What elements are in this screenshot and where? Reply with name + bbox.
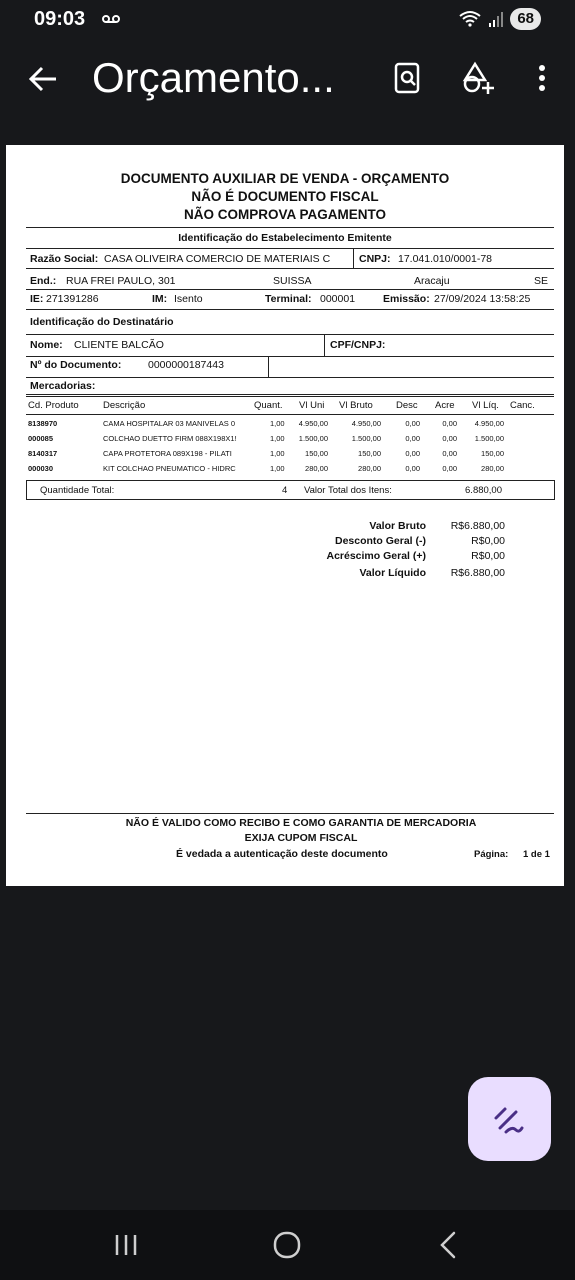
pagina-value: 1 de 1 (523, 849, 550, 860)
nome-value: CLIENTE BALCÃO (74, 339, 164, 351)
document-page[interactable] (6, 145, 564, 886)
divider (268, 356, 269, 377)
app-title: Orçamento... (92, 54, 335, 101)
item-net: 150,00 (481, 449, 504, 458)
cnpj-label: CNPJ: (359, 253, 391, 265)
col-header-code: Cd. Produto (28, 400, 79, 411)
desconto-geral-label: Desconto Geral (-) (334, 535, 426, 547)
divider (353, 248, 354, 268)
nome-label: Nome: (30, 339, 63, 351)
doc-title-1: DOCUMENTO AUXILIAR DE VENDA - ORÇAMENTO (120, 171, 450, 186)
back-icon[interactable] (430, 1228, 466, 1262)
item-desc: COLCHAO DUETTO FIRM 088X198X1! (103, 434, 237, 443)
valor-liquido-label: Valor Líquido (359, 567, 426, 579)
im-value: Isento (174, 293, 203, 305)
col-header-desc: Descrição (103, 400, 146, 411)
quantidade-total-label: Quantidade Total: (40, 485, 115, 496)
item-net: 1.500,00 (474, 434, 504, 443)
status-time: 09:03 (34, 8, 86, 30)
end-label: End.: (30, 275, 57, 287)
mercadorias-label: Mercadorias: (30, 380, 96, 392)
divider (26, 227, 554, 228)
item-desc: CAMA HOSPITALAR 03 MANIVELAS 0 (103, 419, 235, 428)
item-gross: 4.950,00 (351, 419, 381, 428)
system-nav-bar (0, 1210, 575, 1280)
divider (26, 309, 554, 310)
item-acre: 0,00 (442, 464, 457, 473)
item-unit: 280,00 (305, 464, 328, 473)
col-header-qty: Quant. (254, 400, 283, 411)
wifi-calling-icon (458, 10, 482, 28)
acrescimo-geral-value: R$0,00 (471, 550, 505, 562)
item-acre: 0,00 (442, 449, 457, 458)
divider (26, 268, 554, 269)
dest-heading: Identificação do Destinatário (30, 316, 174, 328)
cpf-label: CPF/CNPJ: (330, 339, 386, 351)
divider (26, 394, 554, 395)
footer-line-1: NÃO É VALIDO COMO RECIBO E COMO GARANTIA DE MERCADORIA (125, 817, 477, 829)
footer-line-2: EXIJA CUPOM FISCAL (244, 832, 358, 844)
doc-title-2: NÃO É DOCUMENTO FISCAL (191, 189, 379, 204)
col-header-acre: Acre (435, 400, 455, 411)
ie-value: 271391286 (46, 293, 99, 305)
valor-liquido-value: R$6.880,00 (450, 567, 505, 579)
item-disc: 0,00 (405, 449, 420, 458)
item-code: 000030 (28, 464, 54, 473)
footer-note: É vedada a autenticação deste documento (176, 848, 388, 860)
emitter-heading: Identificação do Estabelecimento Emitente (178, 232, 392, 244)
bairro-value: SUISSA (273, 275, 312, 287)
item-net: 4.950,00 (474, 419, 504, 428)
emissao-value: 27/09/2024 13:58:25 (434, 293, 531, 305)
doc-title-3: NÃO COMPROVA PAGAMENTO (183, 207, 386, 222)
ie-label: IE: (30, 293, 44, 305)
pagina-label: Página: (474, 849, 509, 860)
search-in-document-icon[interactable] (390, 60, 426, 96)
battery-icon: 68 (510, 8, 541, 30)
item-desc: KIT COLCHAO PNEUMATICO - HIDRC (103, 464, 236, 473)
divider (26, 356, 554, 357)
divider (26, 414, 554, 415)
divider (324, 334, 325, 356)
divider (26, 248, 554, 249)
item-code: 8140317 (28, 449, 58, 458)
app-bar (0, 40, 575, 120)
status-bar (0, 0, 575, 40)
more-vert-icon[interactable] (524, 60, 560, 96)
terminal-label: Terminal: (265, 293, 312, 305)
col-header-disc: Desc (396, 400, 418, 411)
item-disc: 0,00 (405, 464, 420, 473)
valor-bruto-label: Valor Bruto (369, 520, 426, 532)
item-unit: 1.500,00 (298, 434, 328, 443)
emissao-label: Emissão: (383, 293, 430, 305)
cnpj-value: 17.041.010/0001-78 (398, 253, 493, 265)
divider (26, 813, 554, 814)
razao-social-label: Razão Social: (30, 253, 99, 265)
ndoc-value: 0000000187443 (148, 359, 224, 371)
quantidade-total-value: 4 (282, 485, 288, 496)
item-gross: 1.500,00 (351, 434, 381, 443)
cidade-value: Aracaju (414, 275, 450, 287)
item-disc: 0,00 (405, 419, 420, 428)
item-net: 280,00 (481, 464, 504, 473)
terminal-value: 000001 (320, 293, 356, 305)
item-qty: 1,00 (270, 449, 285, 458)
signal-icon (488, 10, 504, 28)
col-header-net: Vl Líq. (472, 400, 499, 411)
divider (26, 377, 554, 378)
item-qty: 1,00 (270, 434, 285, 443)
item-acre: 0,00 (442, 434, 457, 443)
home-icon[interactable] (269, 1228, 305, 1262)
item-gross: 280,00 (358, 464, 381, 473)
item-code: 8138970 (28, 419, 58, 428)
divider (26, 334, 554, 335)
back-arrow-icon[interactable] (26, 62, 60, 96)
voicemail-icon (102, 14, 120, 24)
col-header-gross: Vl Bruto (339, 400, 373, 411)
item-disc: 0,00 (405, 434, 420, 443)
item-desc: CAPA PROTETORA 089X198 - PILATI (103, 449, 232, 458)
item-qty: 1,00 (270, 419, 285, 428)
item-code: 000085 (28, 434, 54, 443)
valor-bruto-value: R$6.880,00 (450, 520, 505, 532)
valor-total-itens-value: 6.880,00 (465, 485, 502, 496)
ndoc-label: Nº do Documento: (30, 359, 122, 371)
recent-apps-icon[interactable] (108, 1228, 144, 1262)
shapes-add-icon[interactable] (460, 60, 496, 96)
col-header-unit: Vl Uni (299, 400, 325, 411)
item-qty: 1,00 (270, 464, 285, 473)
sign-fab-button[interactable] (468, 1077, 551, 1161)
end-value: RUA FREI PAULO, 301 (66, 275, 176, 287)
uf-value: SE (534, 275, 549, 287)
item-unit: 4.950,00 (298, 419, 328, 428)
im-label: IM: (152, 293, 168, 305)
razao-social-value: CASA OLIVEIRA COMERCIO DE MATERIAIS C (104, 253, 331, 265)
acrescimo-geral-label: Acréscimo Geral (+) (326, 550, 426, 562)
edit-signature-icon (492, 1102, 526, 1136)
divider (26, 289, 554, 290)
desconto-geral-value: R$0,00 (471, 535, 505, 547)
item-unit: 150,00 (305, 449, 328, 458)
divider (26, 396, 554, 397)
valor-total-itens-label: Valor Total dos Itens: (304, 485, 392, 496)
col-header-canc: Canc. (510, 400, 535, 411)
item-gross: 150,00 (358, 449, 381, 458)
item-acre: 0,00 (442, 419, 457, 428)
